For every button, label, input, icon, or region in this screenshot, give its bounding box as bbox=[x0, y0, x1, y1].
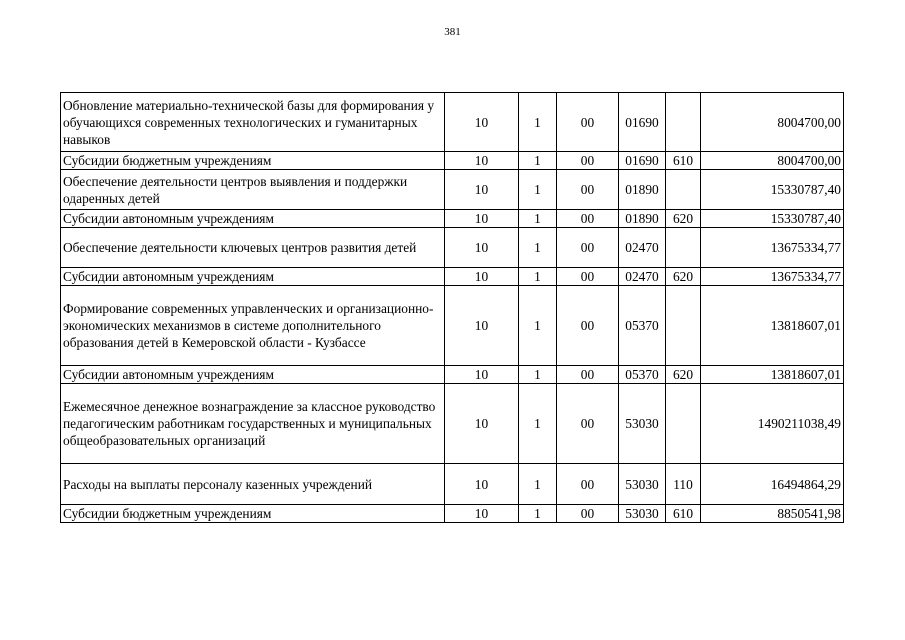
expense-code-cell: 53030 bbox=[619, 505, 666, 523]
program-code-cell: 00 bbox=[557, 286, 619, 366]
program-code-cell: 00 bbox=[557, 152, 619, 170]
subsection-code-cell: 1 bbox=[519, 228, 557, 268]
table-row bbox=[61, 93, 844, 152]
row-name-cell: Субсидии бюджетным учреждениям bbox=[61, 152, 445, 170]
expense-code-cell: 53030 bbox=[619, 384, 666, 464]
section-code-cell: 10 bbox=[445, 210, 519, 228]
table-row bbox=[61, 505, 844, 523]
section-code-cell: 10 bbox=[445, 152, 519, 170]
budget-table bbox=[60, 92, 844, 523]
expense-code-cell: 53030 bbox=[619, 464, 666, 505]
row-name-cell: Субсидии автономным учреждениям bbox=[61, 268, 445, 286]
table-row bbox=[61, 170, 844, 210]
expense-type-code-cell: 610 bbox=[666, 152, 701, 170]
section-code-cell: 10 bbox=[445, 366, 519, 384]
subsection-code-cell: 1 bbox=[519, 152, 557, 170]
expense-type-code-cell: 620 bbox=[666, 268, 701, 286]
amount-cell: 13818607,01 bbox=[701, 366, 844, 384]
expense-type-code-cell bbox=[666, 286, 701, 366]
program-code-cell: 00 bbox=[557, 268, 619, 286]
program-code-cell: 00 bbox=[557, 210, 619, 228]
section-code-cell: 10 bbox=[445, 93, 519, 152]
amount-cell: 15330787,40 bbox=[701, 210, 844, 228]
expense-code-cell: 01690 bbox=[619, 93, 666, 152]
section-code-cell: 10 bbox=[445, 286, 519, 366]
expense-code-cell: 05370 bbox=[619, 286, 666, 366]
subsection-code-cell: 1 bbox=[519, 286, 557, 366]
table-row bbox=[61, 268, 844, 286]
program-code-cell: 00 bbox=[557, 366, 619, 384]
section-code-cell: 10 bbox=[445, 505, 519, 523]
expense-type-code-cell: 620 bbox=[666, 366, 701, 384]
program-code-cell: 00 bbox=[557, 384, 619, 464]
row-name-cell: Субсидии автономным учреждениям bbox=[61, 366, 445, 384]
row-name-cell: Субсидии бюджетным учреждениям bbox=[61, 505, 445, 523]
table-row bbox=[61, 210, 844, 228]
amount-cell: 8850541,98 bbox=[701, 505, 844, 523]
expense-code-cell: 02470 bbox=[619, 228, 666, 268]
amount-cell: 1490211038,49 bbox=[701, 384, 844, 464]
amount-cell: 13818607,01 bbox=[701, 286, 844, 366]
subsection-code-cell: 1 bbox=[519, 268, 557, 286]
row-name-cell: Обеспечение деятельности центров выявления и поддержки одаренных детей bbox=[61, 170, 445, 210]
row-name-cell: Формирование современных управленческих и организационно-экономических механизмов в системе дополнительного образования детей в Кемеровской области - Кузбассе bbox=[61, 286, 445, 366]
program-code-cell: 00 bbox=[557, 464, 619, 505]
section-code-cell: 10 bbox=[445, 228, 519, 268]
amount-cell: 13675334,77 bbox=[701, 268, 844, 286]
row-name-cell: Обеспечение деятельности ключевых центров развития детей bbox=[61, 228, 445, 268]
table-row bbox=[61, 384, 844, 464]
section-code-cell: 10 bbox=[445, 268, 519, 286]
amount-cell: 15330787,40 bbox=[701, 170, 844, 210]
section-code-cell: 10 bbox=[445, 170, 519, 210]
program-code-cell: 00 bbox=[557, 505, 619, 523]
expense-type-code-cell: 110 bbox=[666, 464, 701, 505]
expense-code-cell: 01890 bbox=[619, 210, 666, 228]
subsection-code-cell: 1 bbox=[519, 384, 557, 464]
subsection-code-cell: 1 bbox=[519, 210, 557, 228]
amount-cell: 16494864,29 bbox=[701, 464, 844, 505]
subsection-code-cell: 1 bbox=[519, 505, 557, 523]
row-name-cell: Ежемесячное денежное вознаграждение за классное руководство педагогическим работникам государственных и муниципальных общеобразовательных организаций bbox=[61, 384, 445, 464]
expense-type-code-cell bbox=[666, 170, 701, 210]
expense-type-code-cell bbox=[666, 93, 701, 152]
table-row bbox=[61, 152, 844, 170]
table-row bbox=[61, 366, 844, 384]
row-name-cell: Субсидии автономным учреждениям bbox=[61, 210, 445, 228]
row-name-cell: Расходы на выплаты персоналу казенных учреждений bbox=[61, 464, 445, 505]
subsection-code-cell: 1 bbox=[519, 464, 557, 505]
amount-cell: 8004700,00 bbox=[701, 93, 844, 152]
section-code-cell: 10 bbox=[445, 464, 519, 505]
amount-cell: 13675334,77 bbox=[701, 228, 844, 268]
program-code-cell: 00 bbox=[557, 93, 619, 152]
expense-type-code-cell bbox=[666, 384, 701, 464]
section-code-cell: 10 bbox=[445, 384, 519, 464]
expense-type-code-cell: 610 bbox=[666, 505, 701, 523]
row-name-cell: Обновление материально-технической базы для формирования у обучающихся современных технологических и гуманитарных навыков bbox=[61, 93, 445, 152]
table-row bbox=[61, 228, 844, 268]
subsection-code-cell: 1 bbox=[519, 170, 557, 210]
expense-code-cell: 05370 bbox=[619, 366, 666, 384]
table-row bbox=[61, 464, 844, 505]
amount-cell: 8004700,00 bbox=[701, 152, 844, 170]
program-code-cell: 00 bbox=[557, 170, 619, 210]
expense-code-cell: 01890 bbox=[619, 170, 666, 210]
expense-type-code-cell: 620 bbox=[666, 210, 701, 228]
subsection-code-cell: 1 bbox=[519, 93, 557, 152]
table-row bbox=[61, 286, 844, 366]
program-code-cell: 00 bbox=[557, 228, 619, 268]
expense-code-cell: 01690 bbox=[619, 152, 666, 170]
page-number: 381 bbox=[444, 26, 461, 38]
expense-type-code-cell bbox=[666, 228, 701, 268]
expense-code-cell: 02470 bbox=[619, 268, 666, 286]
subsection-code-cell: 1 bbox=[519, 366, 557, 384]
